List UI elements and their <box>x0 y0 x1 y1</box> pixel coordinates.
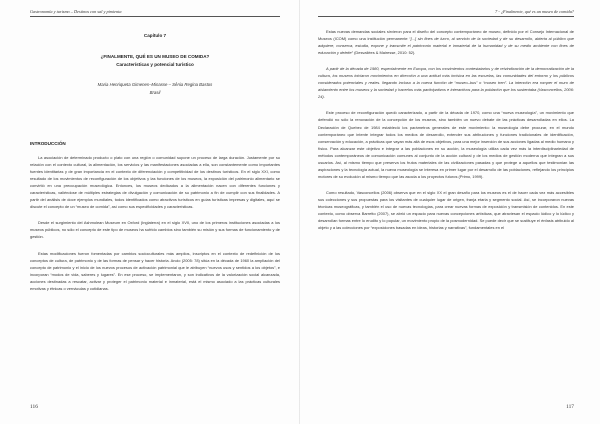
chapter-label: Capítulo 7 <box>143 33 167 38</box>
body-paragraph: La asociación de determinado producto o plato con una región o comunidad supone un proceso de larga duración. Justamente por su relación con el contexto cultural, la alimentación, los servicios y las manifestaciones asociadas a ella, son constantemente como importantes fuentes identitarias y de gran importancia en el contexto de diferenciación y competitividad de los destinos turísticos. En el siglo XXI, como resultado de los movimientos de reconfiguración de los objetivos y las funciones de los museos, la exposición del patrimonio alimentario se convirtió en una preocupación museológica. Entonces, los museos dedicados a la alimentación nacen con diferentes funciones y características, valiéndose de múltiples estrategias de divulgación y comunicación de su patrimonio a fin de cumplir con sus finalidades. A partir del análisis de doce ejemplos mundiales, todos identificados como atractivos turísticos en guías turísticas impresas y digitales, aquí se discute el concepto de un “museo de comida”, así como sus especificidades y características. <box>30 155 280 210</box>
right-body-text <box>318 28 574 231</box>
header-rule-right <box>318 16 574 17</box>
body-paragraph: Estas modificaciones fueron fomentadas por cambios socioculturales más amplios, inscriptos en el contexto de redefinición de los conceptos de cultura, de patrimonio y de las formas de pensar y hacer historia. Ancio (2005: 78) sitúa en la década de 1960 la ampliación del concepto de patrimonio y el inicio de los nuevos procesos de activación patrimonial que le atribuyen “nuevos usos y sentidos a los objetos”, e incorporan “modos de vida, saberes y lugares”. En ese proceso, se implementaron, y son indicativos de la valorización social alcanzada, acciones destinadas a rescatar, activar y proteger el patrimonio material e inmaterial, está el mismo asociado a las prácticas culturales emotivas y étnicas o vernáculas y cotidianas. <box>30 250 280 291</box>
author-block <box>30 81 280 97</box>
page-number-left: 116 <box>30 404 38 410</box>
chapter-title-block <box>30 53 280 69</box>
block-quote: A partir de la década de 1980, especialmente en Europa, con los movimientos contestatarios y de reivindicación de la democratización de la cultura, los museos iniciaron movimientos en dirección a una actitud más incisiva en las escuelas, las comunidades del entorno y los públicos considerados potenciales y reales. llegando incluso a la nueva función de “museo–bus” o “museo tren”. La intención era romper el muro de aislamiento entre los museos y la sociedad y hacerlos más participativos e interactivos para la población que los sustentaba (Vasconcellos, 2006: 24). <box>318 66 574 100</box>
section-heading: INTRODUCCIÓN <box>30 141 66 146</box>
page-number-right: 117 <box>566 404 574 410</box>
body-paragraph: Este proceso de reconfiguración quedó caracterizado, a partir de la década de 1970, como una “nueva museología”, un movimiento que defendió no sólo la renovación de la concepción de los museos, sino también un nuevo debate de las prácticas desarrolladas en ellos. La Declaración de Quebec de 1984 estableció los parámetros generales de este movimiento: la museología debe procurar, en el mundo contemporáneo que intente integrar todos los medios de desarrollo, extender sus atribuciones y funciones tradicionales de identificación, conservación y educación, a prácticas que vayan más allá de esos objetivos, para una mejor inserción de sus acciones ligadas al medio humano y físico. Para alcanzar este objetivo e integrar a las poblaciones en su acción, la museología utiliza cada vez más la interdisciplinariedad de métodos contemporáneos de comunicación comunes al conjunto de la acción cultural y de los medios de gestión moderna que integran a sus usuarios. Así, al mismo tiempo que preserva los frutos materiales de las civilizaciones pasadas y que protege a aquellos que testimonian las aspiraciones y la tecnología actual, la nueva museología se interesa en primer lugar por el desarrollo de las poblaciones, reflejando los principios motores de su evolución al mismo tiempo que las asocia a los proyectos futuros (Primo, 1999). <box>318 110 574 179</box>
right-page <box>300 0 600 424</box>
chapter-authors: Maria Henriqueta Gimenes–Minasse – Sênia Regina Bastos <box>97 82 213 87</box>
running-head-right: 7 - ¿Finalmente, qué es un museo de comida? <box>495 9 574 14</box>
author-country: Brasil <box>149 90 161 95</box>
chapter-title: ¿FINALMENTE, QUÉ ES UN MUSEO DE COMIDA? <box>100 54 210 59</box>
body-paragraph: Como resultado, Vasconcellos (2006) observa que en el siglo XX el gran desafío para los museos es el de hacer cada vez más accesibles sus colecciones y sus propuestas para los visitantes de cualquier lugar de origen, franja etaria y segmento social. Así, se incorporaron nuevas técnicas museográficas, y también el uso de nuevas tecnologías, para crear nuevas formas de exposición y transmisión de contenidos. En este contexto, como observa Barretto (2007), se abrió un espacio para nuevas concepciones artísticas, que atraviesan el espacio lúdico y lo lúdico y desarrollan formas entre lo erudito y lo popular, un movimiento propio de la posmodernidad. Se puede decir que se sustituye el énfasis atribuido al objeto y a las colecciones por “exposiciones basadas en ideas, historias y narrativas”, fundamentales en el <box>318 189 574 231</box>
chapter-subtitle: Características y potencial turístico <box>116 62 194 67</box>
icom-lead-text: Estas nuevas demandas sociales sirvieron para el diseño del concepto contemporáneo de museo, definido por el Consejo Internacional de Museos (ICOM) como una institución permanente “ <box>318 29 574 42</box>
left-body-text <box>30 154 280 292</box>
body-paragraph: Desde el surgimiento del Ashmolean Museum en Oxford (Inglaterra) en el siglo XVII, uno de los primeros instituciones asociadas a los museos públicos, no sólo el concepto de este tipo de museos ha sufrido cambios sino también su misión y sus formas de funcionamiento y de gestión. <box>30 220 280 240</box>
body-paragraph <box>318 28 574 56</box>
icom-citation: ” (Desvallées & Mairesse, 2010: 52). <box>351 50 416 56</box>
running-head-left: Gastronomía y turismo – Destinos con sal y pimienta <box>30 9 122 14</box>
icom-definition-quote: [...] sin fines de lucro, al servicio de la sociedad y de su desarrollo, abierta al público que adquiere, conserva, estudia, expone y transmite el patrimonio material e inmaterial de la humanidad y de su medio ambiente con fines de educación y deleite <box>318 36 574 56</box>
header-rule-left <box>30 16 280 17</box>
